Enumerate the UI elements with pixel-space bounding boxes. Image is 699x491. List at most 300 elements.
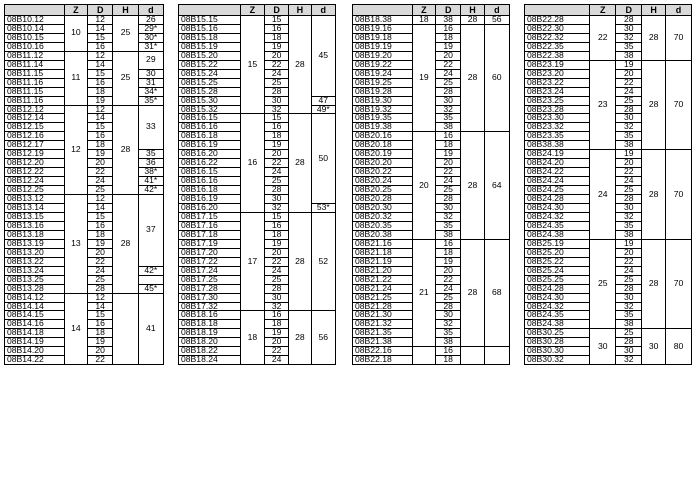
sprocket-d: 20 xyxy=(88,159,113,168)
part-code: 08B30.25 xyxy=(525,329,590,338)
header-h: H xyxy=(289,5,311,16)
header-h: H xyxy=(113,5,138,16)
sprocket-d: 18 xyxy=(265,132,289,141)
chain-sprocket-table-2 xyxy=(178,4,336,365)
part-code: 08B21.20 xyxy=(353,266,413,275)
sprocket-d: 38 xyxy=(616,320,642,329)
table-row xyxy=(525,239,692,248)
sprocket-d: 18 xyxy=(265,230,289,239)
sprocket-d: 30 xyxy=(265,96,289,105)
part-code: 08B24.19 xyxy=(525,150,590,159)
header-row xyxy=(525,5,692,16)
part-code: 08B14.20 xyxy=(5,347,65,356)
part-code: 08B11.16 xyxy=(5,96,65,105)
sprocket-d: 12 xyxy=(88,105,113,114)
part-code: 08B24.32 xyxy=(525,302,590,311)
part-code: 08B30.32 xyxy=(525,356,590,365)
part-code: 08B22.38 xyxy=(525,51,590,60)
part-code: 08B12.12 xyxy=(5,105,65,114)
part-code: 08B12.19 xyxy=(5,150,65,159)
sprocket-d: 25 xyxy=(88,275,113,284)
sprocket-d: 25 xyxy=(616,186,642,195)
part-code: 08B16.16 xyxy=(179,177,241,186)
part-code: 08B14.19 xyxy=(5,338,65,347)
part-code: 08B17.19 xyxy=(179,239,241,248)
part-code: 08B20.32 xyxy=(353,212,413,221)
sprocket-d: 35 xyxy=(138,150,163,159)
sprocket-d: 22 xyxy=(265,60,289,69)
table-row xyxy=(525,16,692,25)
sprocket-h: 28 xyxy=(289,311,311,365)
header-d: d xyxy=(666,5,692,16)
sprocket-d: 19 xyxy=(265,42,289,51)
sprocket-z: 23 xyxy=(590,60,616,150)
sprocket-z: 12 xyxy=(64,105,87,195)
sprocket-d: 30 xyxy=(265,293,289,302)
sprocket-z: 13 xyxy=(64,195,87,293)
sprocket-d: 32 xyxy=(265,302,289,311)
part-code: 08B10.16 xyxy=(5,42,65,51)
sprocket-d: 18 xyxy=(436,248,461,257)
sprocket-d: 35* xyxy=(138,96,163,105)
part-code: 08B19.28 xyxy=(353,87,413,96)
part-code: 08B17.16 xyxy=(179,221,241,230)
part-code: 08B21.19 xyxy=(353,257,413,266)
table-row xyxy=(179,311,336,320)
sprocket-h: 28 xyxy=(289,16,311,114)
part-code: 08B15.18 xyxy=(179,33,241,42)
sprocket-z xyxy=(412,347,435,365)
part-code: 08B13.24 xyxy=(5,266,65,275)
sprocket-d: 30 xyxy=(616,24,642,33)
part-code: 08B25.24 xyxy=(525,266,590,275)
sprocket-z: 24 xyxy=(590,150,616,240)
part-code: 08B11.14 xyxy=(5,60,65,69)
sprocket-d: 28 xyxy=(616,16,642,25)
sprocket-d: 22 xyxy=(616,168,642,177)
sprocket-h: 28 xyxy=(461,24,484,131)
sprocket-h: 28 xyxy=(113,105,138,195)
table-row xyxy=(5,293,164,302)
part-code: 08B21.16 xyxy=(353,239,413,248)
sprocket-z: 18 xyxy=(412,16,435,25)
sprocket-d: 30 xyxy=(616,293,642,302)
sprocket-d: 15 xyxy=(88,33,113,42)
sprocket-d: 38 xyxy=(436,16,461,25)
sprocket-d: 38 xyxy=(436,123,461,132)
sprocket-d: 24 xyxy=(616,266,642,275)
table-row xyxy=(353,132,510,141)
part-code: 08B19.22 xyxy=(353,60,413,69)
sprocket-d: 25 xyxy=(436,78,461,87)
sprocket-d: 20 xyxy=(265,338,289,347)
sprocket-d: 25 xyxy=(616,329,642,338)
sprocket-d: 16 xyxy=(436,132,461,141)
sprocket-d: 19 xyxy=(616,60,642,69)
sprocket-d: 41 xyxy=(138,293,163,365)
sprocket-d: 20 xyxy=(436,266,461,275)
sprocket-d: 19 xyxy=(265,239,289,248)
sprocket-d: 20 xyxy=(88,248,113,257)
sprocket-z: 17 xyxy=(240,212,264,310)
sprocket-d: 20 xyxy=(616,159,642,168)
sprocket-h xyxy=(113,293,138,365)
sprocket-d: 22 xyxy=(88,257,113,266)
part-code: 08B20.20 xyxy=(353,159,413,168)
sprocket-h: 28 xyxy=(642,60,666,150)
sprocket-d: 19 xyxy=(436,257,461,266)
part-code: 08B19.16 xyxy=(353,24,413,33)
part-code: 08B20.28 xyxy=(353,195,413,204)
sprocket-d: 24 xyxy=(265,168,289,177)
sprocket-d: 32 xyxy=(616,302,642,311)
sprocket-d: 52 xyxy=(311,212,335,310)
sprocket-d: 16 xyxy=(88,221,113,230)
sprocket-d: 20 xyxy=(265,248,289,257)
part-code: 08B25.19 xyxy=(525,239,590,248)
sprocket-z: 18 xyxy=(240,311,264,365)
part-code: 08B14.22 xyxy=(5,356,65,365)
sprocket-d: 28 xyxy=(616,195,642,204)
part-code: 08B19.30 xyxy=(353,96,413,105)
sprocket-d: 16 xyxy=(265,311,289,320)
part-code: 08B21.28 xyxy=(353,302,413,311)
sprocket-d: 20 xyxy=(88,347,113,356)
part-code: 08B18.19 xyxy=(179,329,241,338)
header-d_col: D xyxy=(88,5,113,16)
sprocket-d: 28 xyxy=(616,105,642,114)
part-code: 08B13.18 xyxy=(5,230,65,239)
sprocket-d: 28 xyxy=(265,284,289,293)
sprocket-d: 32 xyxy=(436,320,461,329)
part-code: 08B18.38 xyxy=(353,16,413,25)
sprocket-d: 15 xyxy=(88,123,113,132)
sprocket-d: 38 xyxy=(616,230,642,239)
header-z: Z xyxy=(240,5,264,16)
sprocket-d: 32 xyxy=(265,105,289,114)
part-code: 08B12.25 xyxy=(5,186,65,195)
sprocket-d: 24 xyxy=(616,87,642,96)
sprocket-d: 35 xyxy=(436,114,461,123)
header-d_col: D xyxy=(265,5,289,16)
sprocket-d: 16 xyxy=(436,347,461,356)
part-code: 08B16.18 xyxy=(179,186,241,195)
part-code: 08B24.25 xyxy=(525,186,590,195)
sprocket-d: 35 xyxy=(616,132,642,141)
header-code xyxy=(179,5,241,16)
part-code: 08B15.30 xyxy=(179,96,241,105)
sprocket-d: 25 xyxy=(265,78,289,87)
part-code: 08B19.32 xyxy=(353,105,413,114)
table-row xyxy=(5,105,164,114)
part-code: 08B24.28 xyxy=(525,284,590,293)
sprocket-d: 20 xyxy=(436,51,461,60)
sprocket-d: 25 xyxy=(436,293,461,302)
sprocket-d: 19 xyxy=(88,338,113,347)
sprocket-d: 16 xyxy=(88,132,113,141)
sprocket-d: 49* xyxy=(311,105,335,114)
sprocket-d: 24 xyxy=(265,69,289,78)
part-code: 08B21.24 xyxy=(353,284,413,293)
sprocket-d: 24 xyxy=(265,356,289,365)
header-row xyxy=(5,5,164,16)
part-code: 08B14.16 xyxy=(5,320,65,329)
sprocket-d: 60 xyxy=(484,24,509,131)
sprocket-d: 12 xyxy=(88,16,113,25)
table-row xyxy=(5,51,164,60)
sprocket-d: 22 xyxy=(88,168,113,177)
sprocket-d: 30 xyxy=(436,311,461,320)
sprocket-d: 30 xyxy=(265,195,289,204)
sprocket-d: 25 xyxy=(88,186,113,195)
part-code: 08B23.22 xyxy=(525,78,590,87)
part-code: 08B21.25 xyxy=(353,293,413,302)
sprocket-d: 45* xyxy=(138,284,163,293)
sprocket-d: 19 xyxy=(265,329,289,338)
part-code: 08B12.22 xyxy=(5,168,65,177)
sprocket-d: 30 xyxy=(616,204,642,213)
part-code: 08B13.12 xyxy=(5,195,65,204)
part-code: 08B19.18 xyxy=(353,33,413,42)
part-code: 08B17.15 xyxy=(179,212,241,221)
sprocket-d: 25 xyxy=(616,96,642,105)
part-code: 08B15.24 xyxy=(179,69,241,78)
sprocket-d: 24 xyxy=(436,69,461,78)
sprocket-d: 22 xyxy=(616,78,642,87)
sprocket-d: 24 xyxy=(265,266,289,275)
part-code: 08B24.22 xyxy=(525,168,590,177)
sprocket-d: 28 xyxy=(436,195,461,204)
sprocket-d: 15 xyxy=(88,311,113,320)
sprocket-d: 16 xyxy=(265,24,289,33)
sprocket-d: 14 xyxy=(88,114,113,123)
sprocket-d: 68 xyxy=(484,239,509,346)
sprocket-d: 18 xyxy=(88,230,113,239)
part-code: 08B38.38 xyxy=(525,141,590,150)
sprocket-d: 19 xyxy=(88,150,113,159)
sprocket-d: 18 xyxy=(436,33,461,42)
sprocket-d: 45 xyxy=(311,16,335,97)
sprocket-d: 34* xyxy=(138,87,163,96)
sprocket-d: 35 xyxy=(616,42,642,51)
part-code: 08B23.19 xyxy=(525,60,590,69)
sprocket-h: 28 xyxy=(461,132,484,239)
part-code: 08B15.28 xyxy=(179,87,241,96)
part-code: 08B19.24 xyxy=(353,69,413,78)
part-code: 08B24.20 xyxy=(525,159,590,168)
part-code: 08B21.32 xyxy=(353,320,413,329)
table-row xyxy=(525,60,692,69)
part-code: 08B13.19 xyxy=(5,239,65,248)
part-code: 08B14.14 xyxy=(5,302,65,311)
sprocket-d: 15 xyxy=(88,212,113,221)
part-code: 08B30.28 xyxy=(525,338,590,347)
part-code: 08B22.18 xyxy=(353,356,413,365)
part-code: 08B14.18 xyxy=(5,329,65,338)
header-d_col: D xyxy=(616,5,642,16)
sprocket-d: 38 xyxy=(436,230,461,239)
header-d_col: D xyxy=(436,5,461,16)
part-code: 08B16.15 xyxy=(179,168,241,177)
part-code: 08B20.24 xyxy=(353,177,413,186)
sprocket-d: 25 xyxy=(616,275,642,284)
part-code: 08B12.14 xyxy=(5,114,65,123)
sprocket-d: 50 xyxy=(311,114,335,204)
sprocket-d: 35 xyxy=(436,221,461,230)
part-code: 08B21.38 xyxy=(353,338,413,347)
header-h: H xyxy=(642,5,666,16)
part-code: 08B11.15 xyxy=(5,69,65,78)
header-z: Z xyxy=(590,5,616,16)
sprocket-d: 15 xyxy=(88,69,113,78)
sprocket-d: 20 xyxy=(265,51,289,60)
sprocket-d: 80 xyxy=(666,329,692,365)
sprocket-d: 70 xyxy=(666,150,692,240)
sprocket-d: 22 xyxy=(436,275,461,284)
sprocket-d: 30 xyxy=(436,96,461,105)
sprocket-d: 18 xyxy=(88,329,113,338)
part-code: 08B23.24 xyxy=(525,87,590,96)
part-code: 08B12.16 xyxy=(5,132,65,141)
sprocket-d: 25 xyxy=(265,275,289,284)
part-code: 08B16.19 xyxy=(179,195,241,204)
sprocket-d: 30* xyxy=(138,33,163,42)
part-code: 08B13.15 xyxy=(5,212,65,221)
sprocket-d: 16 xyxy=(436,239,461,248)
part-code: 08B13.22 xyxy=(5,257,65,266)
part-code: 08B20.25 xyxy=(353,186,413,195)
part-code: 08B14.15 xyxy=(5,311,65,320)
part-code: 08B18.18 xyxy=(179,320,241,329)
sprocket-z: 10 xyxy=(64,16,87,52)
part-code: 08B24.32 xyxy=(525,212,590,221)
part-code: 08B25.25 xyxy=(525,275,590,284)
sprocket-d: 22 xyxy=(616,257,642,266)
part-code: 08B23.35 xyxy=(525,132,590,141)
table-row xyxy=(525,150,692,159)
part-code: 08B15.20 xyxy=(179,51,241,60)
sprocket-d: 41* xyxy=(138,177,163,186)
sprocket-d: 42* xyxy=(138,186,163,195)
sprocket-d: 20 xyxy=(616,69,642,78)
header-code xyxy=(353,5,413,16)
sprocket-d: 16 xyxy=(265,221,289,230)
header-row xyxy=(353,5,510,16)
part-code: 08B30.30 xyxy=(525,347,590,356)
part-code: 08B19.38 xyxy=(353,123,413,132)
sprocket-d: 32 xyxy=(616,33,642,42)
part-code: 08B19.20 xyxy=(353,51,413,60)
sprocket-d: 38 xyxy=(616,141,642,150)
part-code: 08B22.28 xyxy=(525,16,590,25)
part-code: 08B23.25 xyxy=(525,96,590,105)
sprocket-d: 31* xyxy=(138,42,163,51)
part-code: 08B15.32 xyxy=(179,105,241,114)
sprocket-d: 18 xyxy=(88,141,113,150)
sprocket-z: 16 xyxy=(240,114,264,212)
table-row xyxy=(353,16,510,25)
part-code: 08B25.22 xyxy=(525,257,590,266)
sprocket-d: 56 xyxy=(311,311,335,365)
sprocket-d: 30 xyxy=(138,69,163,78)
sprocket-d: 30 xyxy=(436,204,461,213)
sprocket-d: 28 xyxy=(265,186,289,195)
sprocket-d: 15 xyxy=(265,212,289,221)
sprocket-d xyxy=(138,275,163,284)
part-code: 08B20.38 xyxy=(353,230,413,239)
sprocket-d: 32 xyxy=(436,212,461,221)
part-code: 08B23.20 xyxy=(525,69,590,78)
sprocket-h: 28 xyxy=(642,239,666,329)
table-row xyxy=(353,239,510,248)
table-row xyxy=(353,24,510,33)
sprocket-d: 28 xyxy=(88,284,113,293)
sprocket-h xyxy=(461,347,484,365)
sprocket-d: 20 xyxy=(616,248,642,257)
sprocket-d: 12 xyxy=(88,293,113,302)
sprocket-z: 30 xyxy=(590,329,616,365)
part-code: 08B12.15 xyxy=(5,123,65,132)
sprocket-d: 28 xyxy=(436,87,461,96)
sprocket-h: 30 xyxy=(642,329,666,365)
sprocket-d: 53* xyxy=(311,204,335,213)
part-code: 08B13.28 xyxy=(5,284,65,293)
part-code: 08B20.35 xyxy=(353,221,413,230)
sprocket-d: 16 xyxy=(436,24,461,33)
sprocket-d: 29* xyxy=(138,24,163,33)
part-code: 08B20.16 xyxy=(353,132,413,141)
sprocket-d: 35 xyxy=(616,311,642,320)
sprocket-h: 28 xyxy=(289,212,311,310)
table-row xyxy=(179,16,336,25)
sprocket-d: 35 xyxy=(616,221,642,230)
sprocket-z: 15 xyxy=(240,16,264,114)
part-code: 08B11.15 xyxy=(5,87,65,96)
part-code: 08B24.38 xyxy=(525,320,590,329)
part-code: 08B17.22 xyxy=(179,257,241,266)
sprocket-d: 26 xyxy=(138,16,163,25)
part-code: 08B13.25 xyxy=(5,275,65,284)
sprocket-d: 16 xyxy=(265,123,289,132)
sprocket-d: 25 xyxy=(436,186,461,195)
part-code: 08B16.19 xyxy=(179,141,241,150)
part-code: 08B13.20 xyxy=(5,248,65,257)
sprocket-d: 36 xyxy=(138,159,163,168)
sprocket-d: 28 xyxy=(616,338,642,347)
part-code: 08B16.20 xyxy=(179,204,241,213)
part-code: 08B24.24 xyxy=(525,177,590,186)
sprocket-d: 42* xyxy=(138,266,163,275)
part-code: 08B15.22 xyxy=(179,60,241,69)
sprocket-d: 19 xyxy=(436,150,461,159)
sprocket-d: 22 xyxy=(265,257,289,266)
sprocket-d: 32 xyxy=(436,105,461,114)
header-h: H xyxy=(461,5,484,16)
sprocket-z: 19 xyxy=(412,24,435,131)
part-code: 08B24.38 xyxy=(525,230,590,239)
header-d: d xyxy=(138,5,163,16)
sprocket-d: 70 xyxy=(666,16,692,61)
part-code: 08B12.17 xyxy=(5,141,65,150)
header-z: Z xyxy=(64,5,87,16)
chain-sprocket-table-4 xyxy=(524,4,692,365)
sprocket-d: 24 xyxy=(88,266,113,275)
sprocket-h: 28 xyxy=(642,16,666,61)
part-code: 08B23.30 xyxy=(525,114,590,123)
sprocket-d: 28 xyxy=(436,302,461,311)
sprocket-d: 22 xyxy=(436,60,461,69)
sprocket-d: 16 xyxy=(88,320,113,329)
